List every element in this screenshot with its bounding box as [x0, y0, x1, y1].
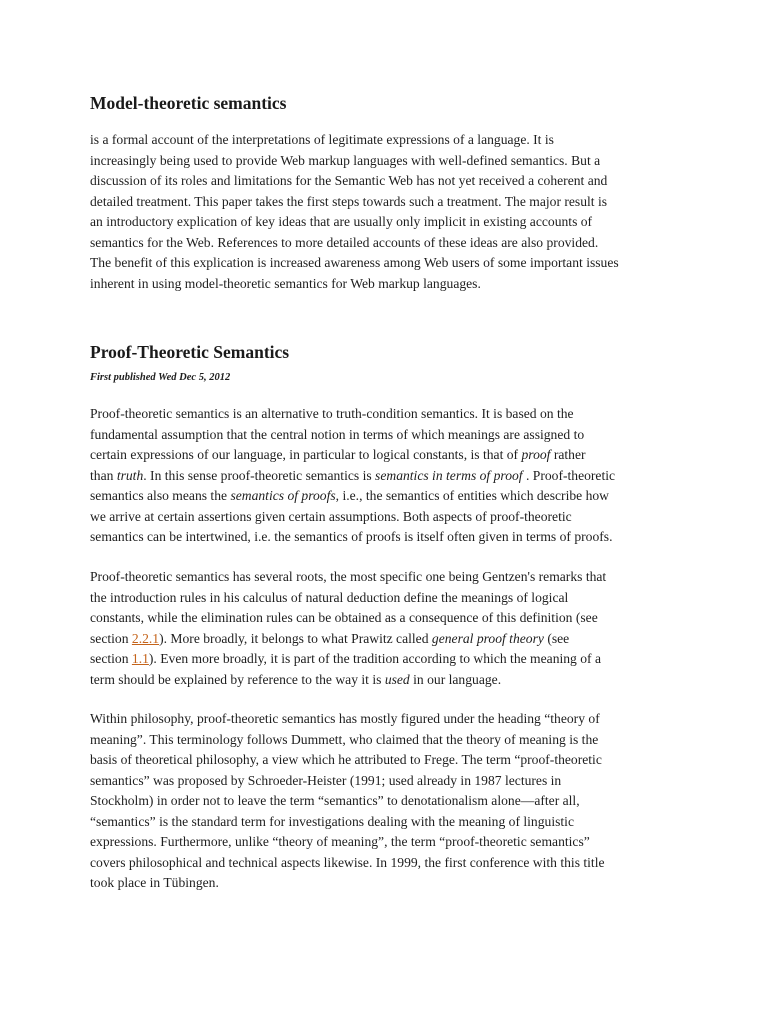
section-title-model-theoretic: Model-theoretic semantics — [90, 93, 287, 113]
text-line: inherent in using model-theoretic semantics for Web markup languages. — [90, 275, 481, 291]
section-link-1-1[interactable]: 1.1 — [131, 651, 149, 666]
text-run: rather — [550, 447, 586, 462]
text-run: . In this sense proof-theoretic semantics is — [143, 467, 376, 483]
text-line: “semantics” is the standard term for investigations dealing with the meaning of linguistic — [90, 813, 574, 829]
text-line: is a formal account of the interpretations of legitimate expressions of a language. It is — [90, 132, 554, 147]
text-run: ). More broadly, it belongs to what Prawitz called — [159, 630, 432, 646]
text-line: covers philosophical and technical aspects likewise. In 1999, the first conference with this title — [90, 854, 605, 870]
text-run: (see — [543, 630, 570, 646]
text-line — [90, 649, 686, 670]
emphasis-truth: truth — [116, 467, 144, 483]
text-line — [90, 486, 686, 507]
text-line: semantics can be intertwined, i.e. the semantics of proofs is itself often given in terms of proofs. — [90, 529, 613, 544]
text-line: basis of theoretical philosophy, a view which he attributed to Frege. The term “proof-theoretic — [90, 752, 602, 767]
text-run: section — [90, 651, 132, 666]
text-line: Stockholm) in order not to leave the term “semantics” to denotationalism alone—after all, — [90, 793, 580, 808]
text-line — [90, 445, 686, 466]
text-line: Within philosophy, proof-theoretic semantics has mostly figured under the heading “theory of — [90, 711, 600, 726]
emphasis-used: used — [384, 671, 410, 687]
emphasis-proof: proof — [521, 447, 551, 462]
text-run: certain expressions of our language, in particular to logical constants, is that of — [90, 447, 522, 462]
text-run: , i.e., the semantics of entities which describe how — [335, 488, 609, 503]
paragraph-2 — [90, 567, 686, 690]
paragraph-3 — [90, 709, 686, 894]
emphasis-general-proof-theory: general proof theory — [431, 630, 544, 646]
text-run: term should be explained by reference to the way it is — [90, 671, 385, 687]
intro-paragraph — [90, 130, 686, 294]
emphasis-semantics-proof: semantics in terms of proof — [375, 467, 523, 483]
text-run: semantics also means the — [90, 488, 231, 503]
text-line — [90, 670, 686, 691]
text-line: semantics” was proposed by Schroeder-Heister (1991; used already in 1987 lectures in — [90, 772, 562, 788]
text-line: The benefit of this explication is increased awareness among Web users of some important issues — [90, 255, 619, 270]
text-line: detailed treatment. This paper takes the first steps towards such a treatment. The major result is — [90, 193, 608, 209]
text-run: ). Even more broadly, it is part of the tradition according to which the meaning of a — [148, 651, 602, 666]
section-link-2-2-1[interactable]: 2.2.1 — [131, 630, 160, 646]
text-run: . Proof-theoretic — [522, 467, 616, 483]
text-line: Proof-theoretic semantics is an alternative to truth-condition semantics. It is based on the — [90, 406, 574, 421]
emphasis-semantics-of-proofs: semantics of proofs — [230, 488, 336, 503]
text-line: expressions. Furthermore, unlike “theory of meaning”, the term “proof-theoretic semantics” — [90, 834, 590, 849]
text-line: Proof-theoretic semantics has several roots, the most specific one being Gentzen's remarks that — [90, 569, 607, 584]
text-line: increasingly being used to provide Web markup languages with well-defined semantics. But a — [90, 152, 601, 168]
text-line: fundamental assumption that the central notion in terms of which meanings are assigned to — [90, 426, 585, 442]
section-title-proof-theoretic: Proof-Theoretic Semantics — [90, 342, 290, 362]
text-line — [90, 629, 686, 650]
text-run: than — [90, 467, 117, 483]
text-line: discussion of its roles and limitations for the Semantic Web has not yet received a coherent and — [90, 173, 608, 188]
text-run: in our language. — [409, 671, 502, 687]
text-line: constants, while the elimination rules can be obtained as a consequence of this definition (see — [90, 610, 598, 625]
text-line: meaning”. This terminology follows Dummett, who claimed that the theory of meaning is the — [90, 731, 599, 747]
text-line: took place in Tübingen. — [90, 875, 219, 890]
text-line: the introduction rules in his calculus of natural deduction define the meanings of logical — [90, 589, 569, 605]
text-line: an introductory explication of key ideas that are usually only implicit in existing accounts of — [90, 214, 593, 229]
text-line: we arrive at certain assertions given certain assumptions. Both aspects of proof-theoretic — [90, 508, 572, 524]
text-line: semantics for the Web. References to more detailed accounts of these ideas are also provided. — [90, 234, 599, 250]
text-line — [90, 466, 686, 487]
text-run: section — [90, 630, 132, 646]
paragraph-1 — [90, 404, 686, 548]
published-date: First published Wed Dec 5, 2012 — [90, 372, 231, 383]
